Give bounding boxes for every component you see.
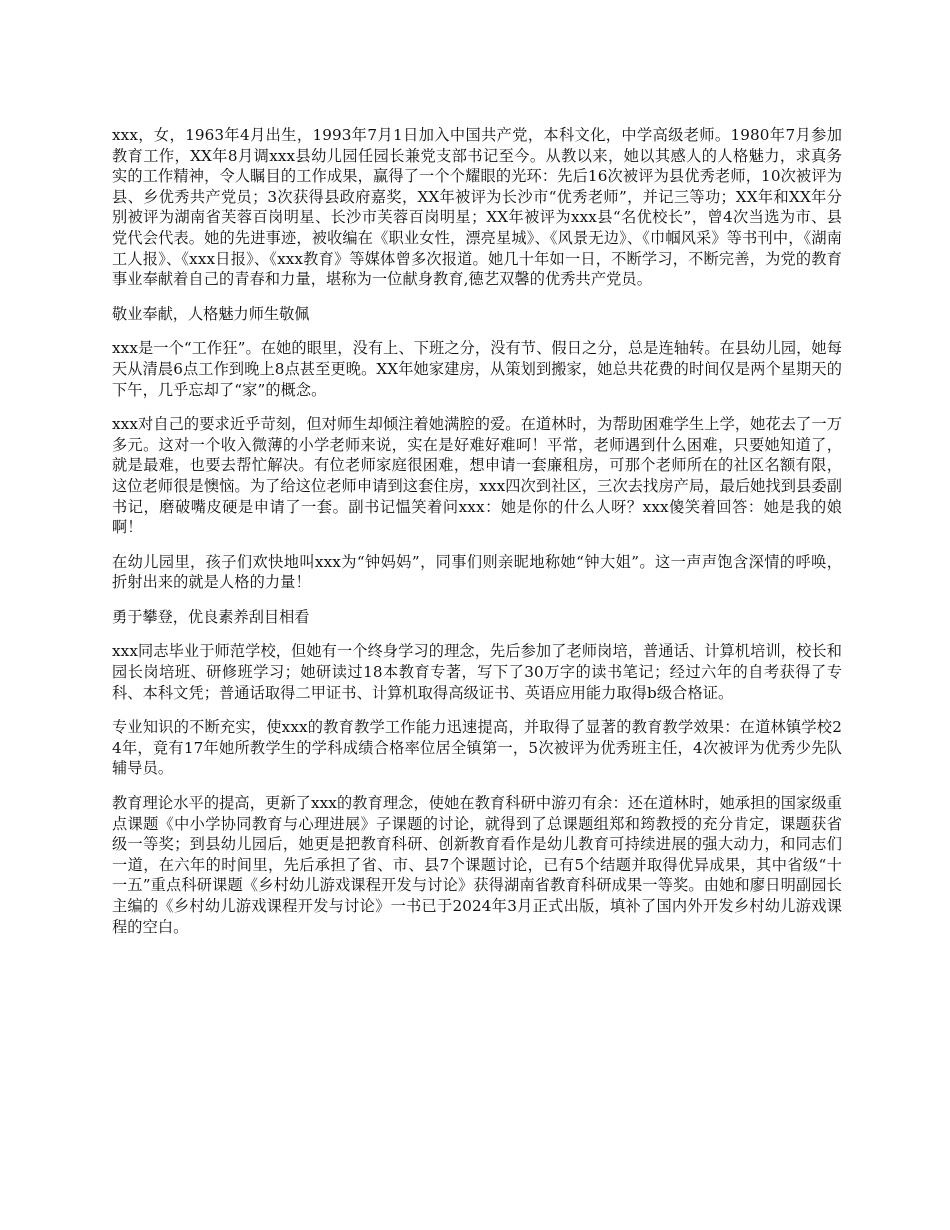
achievement-paragraph: 专业知识的不断充实，使xxx的教育教学工作能力迅速提高，并取得了显著的教育教学效果：在道林镇学校24年，竟有17年她所教学生的学科成绩合格率位居全镇第一，5次被评为优秀班主任，4次被评为优秀少先队辅导员。: [112, 718, 842, 778]
kindergarten-paragraph: 在幼儿园里，孩子们欢快地叫xxx为“钟妈妈”，同事们则亲昵地称她“钟大姐”。这一声声饱含深情的呼唤，折射出来的就是人格的力量！: [112, 552, 842, 592]
workaholic-paragraph: xxx是一个“工作狂”。在她的眼里，没有上、下班之分，没有节、假日之分，总是连轴转。在县幼儿园，她每天从清晨6点工作到晚上8点甚至更晚。XX年她家建房，从策划到搬家，她总共花费的时间仅是两个星期天的下午，几乎忘却了“家”的概念。: [112, 339, 842, 399]
care-paragraph: xxx对自己的要求近乎苛刻，但对师生却倾注着她满腔的爱。在道林时，为帮助困难学生上学，她花去了一万多元。这对一个收入微薄的小学老师来说，实在是好难好难呵！平常，老师遇到什么困难，只要她知道了，就是最难，也要去帮忙解决。有位老师家庭很困难，想申请一套廉租房，可那个老师所在的社区名额有限，这位老师很是懊恼。为了给这位老师申请到这套住房，xxx四次到社区，三次去找房产局，最后她找到县委副书记，磨破嘴皮硬是申请了一套。副书记愠笑着问xxx：她是你的什么人呀？xxx傻笑着回答：她是我的娘啊！: [112, 415, 842, 537]
intro-paragraph: xxx，女，1963年4月出生，1993年7月1日加入中国共产党，本科文化，中学高级老师。1980年7月参加教育工作，XX年8月调xxx县幼儿园任园长兼党支部书记至今。从教以来，她以其感人的人格魅力，求真务实的工作精神，令人瞩目的工作成果，赢得了一个个耀眼的光环：先后16次被评为县优秀老师，10次被评为县、乡优秀共产党员；3次获得县政府嘉奖，XX年被评为长沙市“优秀老师”，并记三等功；XX年和XX年分别被评为湖南省芙蓉百岗明星、长沙市芙蓉百岗明星；XX年被评为xxx县“名优校长”，曾4次当选为市、县党代会代表。她的先进事迹，被收编在《职业女性，漂亮星城》、《风景无边》、《巾帼风采》等书刊中，《湖南工人报》、《xxx日报》、《xxx教育》等媒体曾多次报道。她几十年如一日，不断学习，不断完善，为党的教育事业奉献着自己的青春和力量，堪称为一位献身教育,德艺双馨的优秀共产党员。: [112, 126, 842, 289]
research-paragraph: 教育理论水平的提高，更新了xxx的教育理念，使她在教育科研中游刃有余：还在道林时，她承担的国家级重点课题《中小学协同教育与心理进展》子课题的讨论，就得到了总课题组郑和筠教授的充分肯定，课题获省级一等奖；到县幼儿园后，她更是把教育科研、创新教育看作是幼儿教育可持续进展的强大动力，和同志们一道，在六年的时间里，先后承担了省、市、县7个课题讨论，已有5个结题并取得优异成果，其中省级“十一五”重点科研课题《乡村幼儿游戏课程开发与讨论》获得湖南省教育科研成果一等奖。由她和廖日明副园长主编的《乡村幼儿游戏课程开发与讨论》一书已于2024年3月正式出版，填补了国内外开发乡村幼儿游戏课程的空白。: [112, 794, 842, 936]
section-heading-learning: 勇于攀登，优良素养刮目相看: [112, 607, 310, 626]
section-heading-dedication: 敬业奉献，人格魅力师生敬佩: [112, 304, 310, 323]
study-paragraph: xxx同志毕业于师范学校，但她有一个终身学习的理念，先后参加了老师岗培，普通话、计算机培训，校长和园长岗培班、研修班学习；她研读过18本教育专著，写下了30万字的读书笔记；经过六年的自考获得了专科、本科文凭；普通话取得二甲证书、计算机取得高级证书、英语应用能力取得b级合格证。: [112, 642, 842, 702]
document-body: [112, 125, 842, 951]
